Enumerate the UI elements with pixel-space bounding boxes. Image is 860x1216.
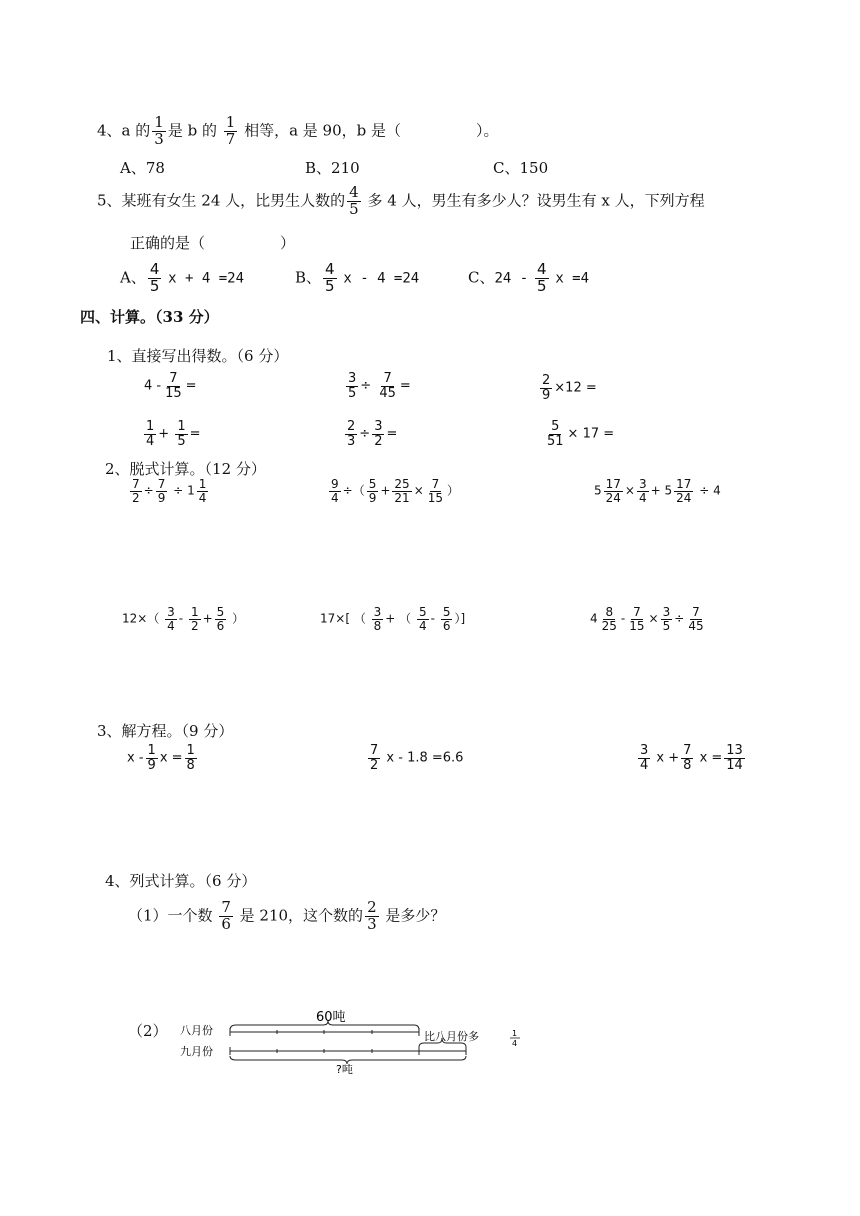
numerator: 5 bbox=[442, 605, 451, 619]
question-text: 是 210，这个数的 bbox=[239, 906, 364, 925]
denominator: 14 bbox=[726, 757, 743, 773]
q5-option-b bbox=[295, 262, 419, 295]
operator: ÷ bbox=[360, 378, 372, 394]
aug-label: 八月份 bbox=[180, 1024, 213, 1037]
p2-expr-4 bbox=[122, 606, 244, 632]
numerator: 7 bbox=[370, 743, 379, 758]
fraction bbox=[346, 372, 358, 400]
option-expression-pre: 24 - bbox=[494, 270, 529, 287]
q4-fraction-2 bbox=[224, 115, 238, 148]
note-label: 比八月份多 bbox=[424, 1030, 479, 1043]
numerator: 1 bbox=[154, 113, 164, 131]
p3-equation-2 bbox=[366, 744, 463, 772]
numerator: 2 bbox=[347, 419, 356, 434]
q4-option-c: C、150 bbox=[493, 159, 549, 177]
numerator: 1 bbox=[147, 743, 156, 758]
numerator: 1 bbox=[146, 419, 155, 434]
denominator: 4 bbox=[640, 757, 649, 773]
equals: = bbox=[185, 378, 197, 394]
numerator: 4 bbox=[349, 183, 359, 201]
numerator: 7 bbox=[157, 477, 166, 491]
numerator: 4 bbox=[325, 260, 335, 278]
numerator: 7 bbox=[692, 605, 700, 619]
fraction bbox=[345, 420, 357, 448]
denominator: 8 bbox=[186, 757, 195, 773]
denominator: 5 bbox=[662, 618, 671, 633]
p3-equation-3 bbox=[636, 744, 747, 772]
fraction bbox=[392, 478, 411, 504]
note-fraction-d: 4 bbox=[512, 1039, 518, 1048]
numerator: 1 bbox=[190, 605, 199, 619]
operator: ÷ bbox=[359, 426, 371, 442]
fraction bbox=[185, 744, 197, 772]
denominator: 4 bbox=[167, 618, 175, 633]
numerator: 5 bbox=[368, 477, 377, 491]
denominator: 2 bbox=[370, 757, 379, 773]
operator: ÷ bbox=[674, 611, 685, 626]
numerator: 17 bbox=[676, 477, 692, 491]
fraction bbox=[189, 606, 201, 632]
operator: ） bbox=[232, 611, 245, 626]
denominator: 15 bbox=[629, 618, 645, 633]
fraction bbox=[197, 478, 209, 504]
p1-expr-2 bbox=[344, 372, 411, 400]
denominator: 3 bbox=[367, 914, 377, 933]
q4-prefix: 4、a 的 bbox=[97, 121, 151, 140]
p2-expr-3 bbox=[594, 478, 721, 504]
fraction bbox=[365, 900, 379, 933]
numerator: 9 bbox=[331, 477, 339, 491]
denominator: 9 bbox=[542, 387, 551, 403]
expr-text: x - 1.8 =6.6 bbox=[386, 750, 464, 766]
p1-expr-1 bbox=[144, 372, 197, 400]
fraction bbox=[674, 478, 693, 504]
option-expression: x =4 bbox=[555, 270, 590, 287]
p1-expr-3 bbox=[538, 374, 597, 402]
fraction bbox=[637, 478, 649, 504]
fraction bbox=[600, 606, 619, 632]
numerator: 3 bbox=[638, 477, 647, 491]
question-text: （1）一个数 bbox=[128, 906, 213, 925]
fraction bbox=[681, 744, 693, 772]
fraction bbox=[372, 420, 384, 448]
question-5 bbox=[97, 185, 705, 218]
denominator: 2 bbox=[374, 433, 383, 449]
operator: ÷ bbox=[173, 483, 184, 498]
aug-segment bbox=[230, 1028, 419, 1036]
p1-expr-4 bbox=[142, 420, 201, 448]
numerator: 3 bbox=[640, 743, 649, 758]
fraction bbox=[426, 478, 445, 504]
numerator: 7 bbox=[431, 477, 440, 491]
denominator: 4 bbox=[419, 618, 427, 633]
operator: + bbox=[158, 426, 170, 442]
denominator: 9 bbox=[368, 490, 377, 505]
fraction bbox=[661, 606, 673, 632]
part-1-title: 1、直接写出得数。（6 分） bbox=[107, 347, 289, 365]
p3-equation-1 bbox=[127, 744, 199, 772]
numerator: 3 bbox=[348, 371, 357, 386]
operator: - bbox=[178, 611, 184, 626]
fraction bbox=[686, 606, 705, 632]
denominator: 24 bbox=[676, 490, 692, 505]
numerator: 7 bbox=[633, 605, 641, 619]
question-4 bbox=[97, 115, 499, 148]
expr-text: x + bbox=[656, 750, 680, 766]
denominator: 8 bbox=[683, 757, 692, 773]
p2-expr-5 bbox=[320, 606, 465, 632]
part-2-title: 2、脱式计算。（12 分） bbox=[105, 460, 266, 478]
q4-option-b: B、210 bbox=[305, 159, 360, 177]
fraction bbox=[638, 744, 650, 772]
q5-text-pre: 5、某班有女生 24 人，比男生人数的 bbox=[97, 191, 346, 210]
whole-number: 5 bbox=[664, 483, 673, 498]
denominator: 6 bbox=[221, 914, 231, 933]
equals: = bbox=[189, 426, 201, 442]
fraction bbox=[377, 372, 398, 400]
option-label: C、 bbox=[468, 268, 495, 287]
numerator: 13 bbox=[726, 743, 743, 758]
p4-question-1 bbox=[128, 900, 445, 933]
operator: + bbox=[202, 611, 213, 626]
fraction bbox=[545, 420, 566, 448]
denominator: 21 bbox=[394, 490, 410, 505]
operator: + bbox=[380, 483, 391, 498]
fraction bbox=[627, 606, 646, 632]
operator: - bbox=[430, 611, 435, 626]
fraction bbox=[156, 478, 168, 504]
option-label: A、 bbox=[120, 268, 146, 287]
denominator: 15 bbox=[427, 490, 444, 505]
denominator: 5 bbox=[349, 199, 359, 218]
sep-segment bbox=[230, 1047, 466, 1055]
denominator: 45 bbox=[379, 385, 396, 401]
question-text: 是多少？ bbox=[385, 906, 446, 925]
denominator: 2 bbox=[190, 618, 199, 633]
whole-number: 5 bbox=[594, 483, 602, 498]
numerator: 2 bbox=[367, 898, 377, 916]
expr-text: 17×[ （ bbox=[320, 611, 366, 626]
numerator: 25 bbox=[394, 477, 410, 491]
p2-expr-6 bbox=[590, 606, 708, 632]
part-4-title: 4、列式计算。（6 分） bbox=[105, 872, 257, 890]
operator: ÷ bbox=[143, 483, 154, 498]
numerator: 3 bbox=[167, 605, 175, 619]
fraction bbox=[367, 478, 379, 504]
operator: ）] bbox=[454, 611, 466, 626]
denominator: 15 bbox=[165, 385, 182, 401]
p2-expr-2 bbox=[327, 478, 459, 504]
denominator: 4 bbox=[331, 490, 339, 505]
fraction bbox=[175, 420, 187, 448]
operator: ÷（ bbox=[342, 483, 365, 498]
denominator: 4 bbox=[146, 433, 155, 449]
q5-b-fraction bbox=[323, 262, 337, 295]
q5-option-a bbox=[120, 262, 244, 295]
numerator: 7 bbox=[169, 371, 178, 386]
note-fraction-n: 1 bbox=[512, 1029, 518, 1038]
fraction bbox=[604, 478, 623, 504]
operator: - bbox=[620, 611, 626, 626]
fraction bbox=[130, 478, 142, 504]
operator: ÷ 4 bbox=[699, 483, 721, 498]
numerator: 2 bbox=[542, 373, 551, 388]
expr-text: 12×（ bbox=[122, 611, 160, 626]
part-3-title: 3、解方程。（9 分） bbox=[97, 722, 234, 740]
denominator: 5 bbox=[348, 385, 357, 401]
fraction bbox=[417, 606, 429, 632]
denominator: 5 bbox=[325, 276, 335, 295]
numerator: 7 bbox=[221, 898, 231, 916]
denominator: 51 bbox=[547, 433, 564, 449]
expr-text: x = bbox=[159, 750, 183, 766]
equals: = bbox=[386, 426, 398, 442]
fraction bbox=[441, 606, 453, 632]
numerator: 1 bbox=[198, 477, 207, 491]
denominator: 7 bbox=[225, 129, 236, 148]
p1-expr-6 bbox=[543, 420, 614, 448]
numerator: 4 bbox=[149, 260, 160, 278]
p1-expr-5 bbox=[343, 420, 397, 448]
expr-text: x = bbox=[699, 750, 723, 766]
section-4-title: 四、计算。（33 分） bbox=[80, 308, 219, 326]
denominator: 24 bbox=[605, 490, 621, 505]
fraction bbox=[329, 478, 341, 504]
operator: ） bbox=[447, 483, 460, 498]
denominator: 6 bbox=[216, 618, 225, 633]
denominator: 9 bbox=[147, 757, 156, 773]
denominator: 5 bbox=[177, 433, 186, 449]
q5-line-2: 正确的是（ ） bbox=[130, 234, 296, 252]
q5-a-fraction bbox=[148, 262, 162, 295]
numerator: 5 bbox=[216, 605, 225, 619]
numerator: 7 bbox=[132, 477, 140, 491]
q5-fraction bbox=[347, 185, 361, 218]
numerator: 5 bbox=[551, 419, 560, 434]
numerator: 1 bbox=[177, 419, 186, 434]
fraction bbox=[724, 744, 745, 772]
fraction bbox=[540, 374, 552, 402]
segment-diagram bbox=[170, 1003, 540, 1075]
expr-text: x - bbox=[127, 750, 144, 766]
fraction bbox=[372, 606, 384, 632]
denominator: 4 bbox=[638, 490, 647, 505]
denominator: 5 bbox=[536, 276, 547, 295]
numerator: 5 bbox=[419, 605, 427, 619]
denominator: 5 bbox=[149, 276, 160, 295]
equals: = bbox=[399, 378, 411, 394]
fraction bbox=[163, 372, 184, 400]
numerator: 7 bbox=[383, 371, 392, 386]
q5-text-post: 多 4 人，男生有多少人？设男生有 x 人，下列方程 bbox=[367, 191, 705, 210]
denominator: 9 bbox=[157, 490, 166, 505]
denominator: 6 bbox=[442, 618, 451, 633]
p2-expr-1 bbox=[128, 478, 210, 504]
numerator: 1 bbox=[225, 113, 236, 131]
q4-fraction-1 bbox=[152, 115, 166, 148]
numerator: 4 bbox=[536, 260, 547, 278]
top-total-label: 60吨 bbox=[316, 1010, 346, 1025]
q4-option-a: A、78 bbox=[120, 159, 165, 177]
numerator: 3 bbox=[662, 605, 671, 619]
option-label: B、 bbox=[295, 268, 322, 287]
denominator: 8 bbox=[373, 618, 382, 633]
operator: + bbox=[650, 483, 661, 498]
p4-question-2-label: （2） bbox=[128, 1022, 168, 1040]
expr-text: 4 - bbox=[144, 378, 162, 394]
whole-number: 4 bbox=[590, 611, 598, 626]
fraction bbox=[368, 744, 380, 772]
denominator: 3 bbox=[347, 433, 356, 449]
denominator: 25 bbox=[601, 618, 617, 633]
fraction bbox=[215, 606, 227, 632]
expr-text: ×12 = bbox=[554, 380, 597, 396]
numerator: 3 bbox=[374, 419, 383, 434]
expr-text: × 17 = bbox=[567, 426, 615, 442]
numerator: 7 bbox=[683, 743, 692, 758]
q5-c-fraction bbox=[535, 262, 549, 295]
q4-suffix: 相等，a 是 90，b 是（ ）。 bbox=[244, 121, 499, 140]
operator: + （ bbox=[385, 611, 412, 626]
operator: × bbox=[413, 483, 424, 498]
sep-label: 九月份 bbox=[180, 1045, 213, 1058]
option-expression: x - 4 =24 bbox=[343, 270, 420, 287]
denominator: 3 bbox=[154, 129, 164, 148]
numerator: 17 bbox=[605, 477, 621, 491]
denominator: 4 bbox=[198, 490, 207, 505]
operator: × bbox=[648, 611, 659, 626]
fraction bbox=[146, 744, 158, 772]
option-expression: x + 4 =24 bbox=[168, 270, 245, 287]
denominator: 45 bbox=[688, 618, 704, 633]
numerator: 1 bbox=[186, 743, 195, 758]
q5-option-c bbox=[468, 262, 589, 295]
numerator: 3 bbox=[373, 605, 382, 619]
whole-number: 1 bbox=[187, 483, 195, 498]
denominator: 2 bbox=[132, 490, 140, 505]
numerator: 8 bbox=[605, 605, 614, 619]
operator: × bbox=[624, 483, 635, 498]
fraction bbox=[165, 606, 177, 632]
bottom-total-label: ?吨 bbox=[336, 1063, 353, 1075]
fraction bbox=[219, 900, 233, 933]
fraction bbox=[144, 420, 156, 448]
q4-mid: 是 b 的 bbox=[167, 121, 217, 140]
